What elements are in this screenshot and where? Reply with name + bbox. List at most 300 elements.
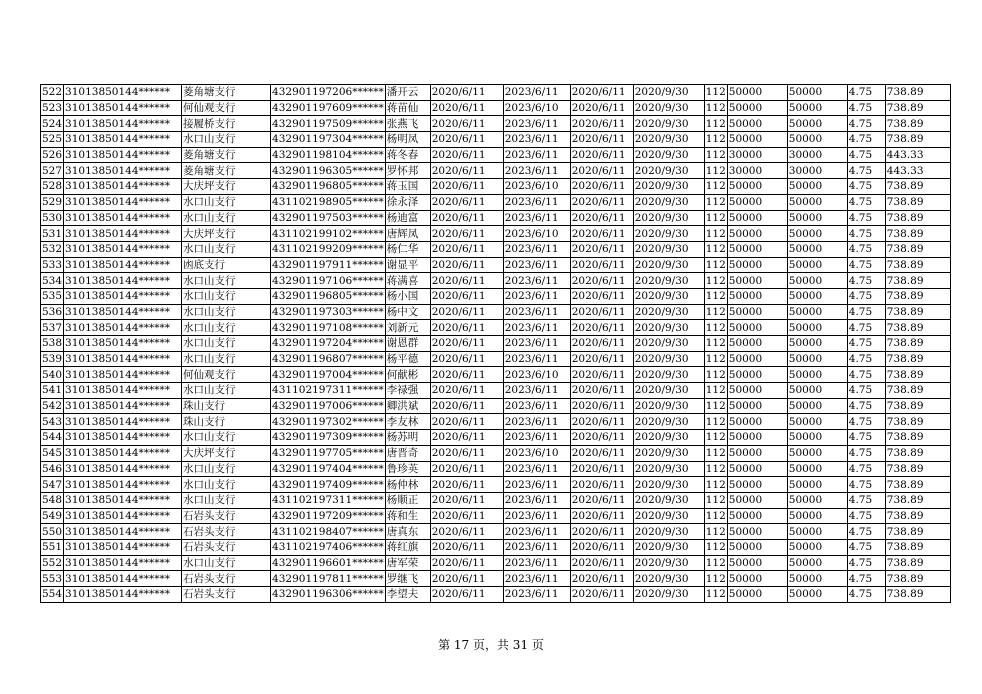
cell-loan-end-date: 2023/6/11: [503, 304, 570, 320]
cell-rate: 4.75: [847, 226, 885, 242]
cell-row-index: 552: [42, 556, 63, 569]
cell-interest: 738.89: [885, 179, 950, 195]
cell-interest-end-date: 2020/9/30: [633, 100, 704, 116]
cell-loan-start-date: 2020/6/11: [430, 257, 503, 273]
table-row: [41, 226, 951, 242]
cell-interest: 738.89: [885, 398, 950, 414]
cell-borrower-name: 杨苏明: [385, 430, 430, 446]
cell-rate: 4.75: [847, 430, 885, 446]
cell-loan-end-date: 2023/6/11: [503, 461, 570, 477]
cell-branch: 水口山支行: [182, 288, 271, 304]
cell-rate: 4.75: [847, 398, 885, 414]
cell-rate: 4.75: [847, 100, 885, 116]
cell-rate: 4.75: [847, 587, 885, 603]
cell-row-index: 531: [42, 227, 63, 240]
cell-balance: 50000: [787, 414, 847, 430]
cell-row-index: 543: [42, 415, 63, 428]
table-row: [41, 492, 951, 508]
table-row: [41, 524, 951, 540]
cell-balance: 30000: [787, 147, 847, 163]
cell-account-number: 31013850144******: [64, 147, 182, 163]
cell-rate: 4.75: [847, 492, 885, 508]
cell-row-index: 540: [42, 368, 63, 381]
cell-branch: 水口山支行: [182, 351, 271, 367]
cell-balance: 50000: [787, 555, 847, 571]
cell-borrower-name: 蒋冬春: [385, 147, 430, 163]
cell-interest-start-date: 2020/6/11: [570, 257, 633, 273]
cell-row-index: 522: [42, 86, 63, 99]
cell-row-index: 551: [42, 541, 63, 554]
cell-rate: 4.75: [847, 116, 885, 132]
cell-account-number: 31013850144******: [64, 555, 182, 571]
table-row: [41, 163, 951, 179]
cell-loan-end-date: 2023/6/10: [503, 367, 570, 383]
cell-loan-start-date: 2020/6/11: [430, 288, 503, 304]
cell-days: 112: [705, 525, 726, 538]
cell-loan-amount: 50000: [727, 492, 787, 508]
table-row: [41, 351, 951, 367]
cell-loan-amount: 50000: [727, 132, 787, 148]
cell-interest-end-date: 2020/9/30: [633, 116, 704, 132]
cell-row-index: 532: [42, 243, 63, 256]
cell-interest-start-date: 2020/6/11: [570, 414, 633, 430]
cell-borrower-name: 刘新元: [385, 320, 430, 336]
cell-interest: 738.89: [885, 351, 950, 367]
cell-interest-start-date: 2020/6/11: [570, 336, 633, 352]
cell-days: 112: [705, 258, 726, 271]
cell-id-number: 432901197206******: [272, 86, 384, 99]
cell-interest: 738.89: [885, 383, 950, 399]
cell-interest-end-date: 2020/9/30: [633, 367, 704, 383]
cell-borrower-name: 鲁珍英: [385, 461, 430, 477]
cell-interest-end-date: 2020/9/30: [633, 257, 704, 273]
cell-interest-start-date: 2020/6/11: [570, 100, 633, 116]
table-row: [41, 508, 951, 524]
cell-id-number: 432901196805******: [272, 180, 384, 193]
cell-days: 112: [705, 353, 726, 366]
cell-days: 112: [705, 274, 726, 287]
cell-interest: 738.89: [885, 477, 950, 493]
cell-interest: 738.89: [885, 539, 950, 555]
cell-loan-end-date: 2023/6/11: [503, 539, 570, 555]
cell-interest-start-date: 2020/6/11: [570, 587, 633, 603]
cell-id-number: 431102198407******: [272, 525, 384, 538]
cell-interest-start-date: 2020/6/11: [570, 304, 633, 320]
loan-table: [40, 84, 951, 603]
table-row: [41, 304, 951, 320]
cell-balance: 50000: [787, 226, 847, 242]
cell-account-number: 31013850144******: [64, 571, 182, 587]
cell-id-number: 432901197309******: [272, 431, 384, 444]
cell-borrower-name: 杨平德: [385, 351, 430, 367]
cell-account-number: 31013850144******: [64, 194, 182, 210]
cell-interest-start-date: 2020/6/11: [570, 508, 633, 524]
cell-days: 112: [705, 164, 726, 177]
cell-row-index: 527: [42, 164, 63, 177]
cell-id-number: 431102199209******: [272, 243, 384, 256]
cell-account-number: 31013850144******: [64, 241, 182, 257]
cell-interest-start-date: 2020/6/11: [570, 132, 633, 148]
cell-loan-amount: 50000: [727, 304, 787, 320]
cell-interest: 738.89: [885, 257, 950, 273]
cell-account-number: 31013850144******: [64, 132, 182, 148]
cell-days: 112: [705, 415, 726, 428]
cell-id-number: 432901197004******: [272, 368, 384, 381]
cell-account-number: 31013850144******: [64, 85, 182, 101]
cell-branch: 水口山支行: [182, 273, 271, 289]
cell-loan-end-date: 2023/6/11: [503, 414, 570, 430]
cell-branch: 菱角塘支行: [182, 147, 271, 163]
cell-loan-amount: 50000: [727, 257, 787, 273]
cell-id-number: 432901197609******: [272, 102, 384, 115]
cell-interest-end-date: 2020/9/30: [633, 147, 704, 163]
cell-loan-end-date: 2023/6/11: [503, 587, 570, 603]
cell-days: 112: [705, 494, 726, 507]
cell-id-number: 432901197106******: [272, 274, 384, 287]
cell-borrower-name: 谢恩群: [385, 336, 430, 352]
cell-branch: 水口山支行: [182, 461, 271, 477]
cell-borrower-name: 何献彬: [385, 367, 430, 383]
cell-interest: 738.89: [885, 320, 950, 336]
cell-interest-end-date: 2020/9/30: [633, 273, 704, 289]
cell-interest-end-date: 2020/9/30: [633, 430, 704, 446]
cell-interest-start-date: 2020/6/11: [570, 147, 633, 163]
cell-interest-end-date: 2020/9/30: [633, 351, 704, 367]
cell-interest: 738.89: [885, 445, 950, 461]
cell-loan-amount: 50000: [727, 320, 787, 336]
cell-row-index: 541: [42, 384, 63, 397]
cell-loan-start-date: 2020/6/11: [430, 587, 503, 603]
cell-account-number: 31013850144******: [64, 163, 182, 179]
cell-loan-end-date: 2023/6/11: [503, 555, 570, 571]
cell-interest: 738.89: [885, 461, 950, 477]
table-row: [41, 85, 951, 101]
cell-days: 112: [705, 384, 726, 397]
cell-borrower-name: 罗怀邦: [385, 163, 430, 179]
table-row: [41, 100, 951, 116]
cell-branch: 菱角塘支行: [182, 85, 271, 101]
cell-interest-start-date: 2020/6/11: [570, 461, 633, 477]
cell-row-index: 553: [42, 572, 63, 585]
cell-loan-start-date: 2020/6/11: [430, 163, 503, 179]
cell-loan-end-date: 2023/6/11: [503, 132, 570, 148]
cell-account-number: 31013850144******: [64, 351, 182, 367]
cell-days: 112: [705, 243, 726, 256]
cell-loan-start-date: 2020/6/11: [430, 179, 503, 195]
cell-interest-start-date: 2020/6/11: [570, 116, 633, 132]
cell-branch: 何仙观支行: [182, 100, 271, 116]
cell-rate: 4.75: [847, 85, 885, 101]
cell-id-number: 432901198104******: [272, 149, 384, 162]
cell-interest-start-date: 2020/6/11: [570, 539, 633, 555]
cell-loan-amount: 30000: [727, 163, 787, 179]
cell-balance: 50000: [787, 492, 847, 508]
cell-loan-end-date: 2023/6/11: [503, 383, 570, 399]
cell-rate: 4.75: [847, 367, 885, 383]
cell-days: 112: [705, 117, 726, 130]
table-row: [41, 398, 951, 414]
cell-borrower-name: 蒋满喜: [385, 273, 430, 289]
cell-interest-end-date: 2020/9/30: [633, 508, 704, 524]
cell-interest: 738.89: [885, 273, 950, 289]
cell-loan-end-date: 2023/6/11: [503, 336, 570, 352]
table-row: [41, 320, 951, 336]
cell-interest: 738.89: [885, 555, 950, 571]
cell-balance: 50000: [787, 257, 847, 273]
cell-loan-start-date: 2020/6/11: [430, 508, 503, 524]
cell-row-index: 542: [42, 400, 63, 413]
cell-interest-start-date: 2020/6/11: [570, 241, 633, 257]
cell-interest: 443.33: [885, 147, 950, 163]
cell-loan-start-date: 2020/6/11: [430, 571, 503, 587]
cell-interest-end-date: 2020/9/30: [633, 555, 704, 571]
cell-balance: 50000: [787, 351, 847, 367]
cell-row-index: 529: [42, 196, 63, 209]
cell-account-number: 31013850144******: [64, 320, 182, 336]
cell-id-number: 432901197204******: [272, 337, 384, 350]
table-body: [41, 85, 951, 603]
cell-balance: 50000: [787, 430, 847, 446]
cell-loan-amount: 50000: [727, 383, 787, 399]
cell-interest-start-date: 2020/6/11: [570, 179, 633, 195]
cell-branch: 水口山支行: [182, 555, 271, 571]
cell-account-number: 31013850144******: [64, 367, 182, 383]
cell-loan-amount: 50000: [727, 571, 787, 587]
cell-days: 112: [705, 290, 726, 303]
cell-interest-end-date: 2020/9/30: [633, 414, 704, 430]
cell-loan-end-date: 2023/6/11: [503, 524, 570, 540]
cell-loan-start-date: 2020/6/11: [430, 539, 503, 555]
cell-interest-end-date: 2020/9/30: [633, 226, 704, 242]
cell-loan-start-date: 2020/6/11: [430, 226, 503, 242]
cell-loan-end-date: 2023/6/11: [503, 492, 570, 508]
cell-borrower-name: 蒋苗仙: [385, 100, 430, 116]
cell-loan-amount: 50000: [727, 555, 787, 571]
cell-interest: 738.89: [885, 85, 950, 101]
cell-borrower-name: 杨小国: [385, 288, 430, 304]
cell-loan-end-date: 2023/6/11: [503, 351, 570, 367]
cell-interest: 738.89: [885, 492, 950, 508]
cell-balance: 50000: [787, 477, 847, 493]
cell-account-number: 31013850144******: [64, 398, 182, 414]
table-row: [41, 273, 951, 289]
cell-interest-end-date: 2020/9/30: [633, 445, 704, 461]
cell-row-index: 549: [42, 509, 63, 522]
cell-loan-amount: 50000: [727, 116, 787, 132]
cell-id-number: 432901197911******: [272, 258, 384, 271]
cell-balance: 30000: [787, 163, 847, 179]
cell-balance: 50000: [787, 383, 847, 399]
cell-interest-start-date: 2020/6/11: [570, 351, 633, 367]
cell-loan-end-date: 2023/6/11: [503, 430, 570, 446]
cell-rate: 4.75: [847, 336, 885, 352]
cell-balance: 50000: [787, 132, 847, 148]
cell-id-number: 432901196306******: [272, 588, 384, 601]
cell-interest: 738.89: [885, 288, 950, 304]
cell-id-number: 432901197302******: [272, 415, 384, 428]
cell-loan-end-date: 2023/6/10: [503, 179, 570, 195]
table-row: [41, 383, 951, 399]
cell-loan-amount: 50000: [727, 85, 787, 101]
cell-days: 112: [705, 556, 726, 569]
cell-interest-end-date: 2020/9/30: [633, 210, 704, 226]
cell-account-number: 31013850144******: [64, 477, 182, 493]
cell-id-number: 431102198905******: [272, 196, 384, 209]
cell-interest-start-date: 2020/6/11: [570, 226, 633, 242]
cell-borrower-name: 谢显平: [385, 257, 430, 273]
cell-loan-amount: 50000: [727, 288, 787, 304]
cell-borrower-name: 杨仁华: [385, 241, 430, 257]
cell-rate: 4.75: [847, 179, 885, 195]
cell-balance: 50000: [787, 179, 847, 195]
cell-interest-end-date: 2020/9/30: [633, 571, 704, 587]
cell-branch: 珠山支行: [182, 414, 271, 430]
cell-borrower-name: 徐永泽: [385, 194, 430, 210]
cell-loan-end-date: 2023/6/11: [503, 257, 570, 273]
cell-days: 112: [705, 337, 726, 350]
cell-row-index: 550: [42, 525, 63, 538]
cell-interest-start-date: 2020/6/11: [570, 555, 633, 571]
cell-borrower-name: 李禄强: [385, 383, 430, 399]
cell-balance: 50000: [787, 116, 847, 132]
cell-interest: 738.89: [885, 194, 950, 210]
cell-account-number: 31013850144******: [64, 304, 182, 320]
cell-rate: 4.75: [847, 383, 885, 399]
cell-rate: 4.75: [847, 320, 885, 336]
cell-interest: 738.89: [885, 367, 950, 383]
cell-rate: 4.75: [847, 524, 885, 540]
table-row: [41, 132, 951, 148]
cell-account-number: 31013850144******: [64, 414, 182, 430]
cell-days: 112: [705, 368, 726, 381]
cell-interest-start-date: 2020/6/11: [570, 571, 633, 587]
cell-interest-end-date: 2020/9/30: [633, 398, 704, 414]
cell-account-number: 31013850144******: [64, 116, 182, 132]
table-row: [41, 336, 951, 352]
cell-branch: 水口山支行: [182, 210, 271, 226]
cell-interest-end-date: 2020/9/30: [633, 241, 704, 257]
table-row: [41, 555, 951, 571]
cell-interest-end-date: 2020/9/30: [633, 163, 704, 179]
cell-loan-end-date: 2023/6/11: [503, 273, 570, 289]
cell-loan-start-date: 2020/6/11: [430, 445, 503, 461]
cell-borrower-name: 杨迪富: [385, 210, 430, 226]
cell-loan-amount: 50000: [727, 508, 787, 524]
cell-days: 112: [705, 400, 726, 413]
cell-borrower-name: 杨中文: [385, 304, 430, 320]
cell-interest: 738.89: [885, 571, 950, 587]
cell-branch: 石岩头支行: [182, 539, 271, 555]
cell-loan-start-date: 2020/6/11: [430, 492, 503, 508]
cell-loan-amount: 50000: [727, 430, 787, 446]
cell-interest-start-date: 2020/6/11: [570, 524, 633, 540]
cell-interest: 738.89: [885, 210, 950, 226]
cell-interest-start-date: 2020/6/11: [570, 492, 633, 508]
cell-branch: 水口山支行: [182, 241, 271, 257]
cell-branch: 水口山支行: [182, 477, 271, 493]
cell-loan-amount: 50000: [727, 367, 787, 383]
cell-id-number: 432901197303******: [272, 305, 384, 318]
cell-branch: 大庆坪支行: [182, 445, 271, 461]
table-row: [41, 461, 951, 477]
cell-balance: 50000: [787, 85, 847, 101]
cell-interest: 738.89: [885, 524, 950, 540]
cell-interest-start-date: 2020/6/11: [570, 367, 633, 383]
cell-borrower-name: 蒋红旗: [385, 539, 430, 555]
cell-interest-end-date: 2020/9/30: [633, 524, 704, 540]
cell-row-index: 533: [42, 258, 63, 271]
cell-rate: 4.75: [847, 555, 885, 571]
cell-balance: 50000: [787, 336, 847, 352]
cell-borrower-name: 罗继飞: [385, 571, 430, 587]
cell-rate: 4.75: [847, 304, 885, 320]
cell-account-number: 31013850144******: [64, 257, 182, 273]
cell-branch: 水口山支行: [182, 492, 271, 508]
cell-interest: 738.89: [885, 430, 950, 446]
cell-interest-end-date: 2020/9/30: [633, 336, 704, 352]
cell-loan-end-date: 2023/6/11: [503, 241, 570, 257]
cell-balance: 50000: [787, 461, 847, 477]
cell-loan-amount: 30000: [727, 147, 787, 163]
cell-loan-amount: 50000: [727, 445, 787, 461]
cell-days: 112: [705, 509, 726, 522]
cell-interest-start-date: 2020/6/11: [570, 477, 633, 493]
cell-rate: 4.75: [847, 241, 885, 257]
table-row: [41, 445, 951, 461]
cell-loan-start-date: 2020/6/11: [430, 132, 503, 148]
table-row: [41, 257, 951, 273]
cell-id-number: 431102197406******: [272, 541, 384, 554]
cell-rate: 4.75: [847, 477, 885, 493]
cell-loan-amount: 50000: [727, 539, 787, 555]
cell-loan-end-date: 2023/6/11: [503, 288, 570, 304]
cell-branch: 水口山支行: [182, 132, 271, 148]
cell-rate: 4.75: [847, 147, 885, 163]
cell-rate: 4.75: [847, 132, 885, 148]
cell-borrower-name: 李望夫: [385, 587, 430, 603]
cell-branch: 珠山支行: [182, 398, 271, 414]
cell-loan-end-date: 2023/6/11: [503, 163, 570, 179]
table-row: [41, 430, 951, 446]
cell-balance: 50000: [787, 398, 847, 414]
table-row: [41, 539, 951, 555]
cell-loan-end-date: 2023/6/11: [503, 85, 570, 101]
cell-rate: 4.75: [847, 163, 885, 179]
cell-interest-end-date: 2020/9/30: [633, 85, 704, 101]
cell-id-number: 432901197705******: [272, 447, 384, 460]
cell-loan-amount: 50000: [727, 194, 787, 210]
cell-balance: 50000: [787, 320, 847, 336]
cell-branch: 大庆坪支行: [182, 226, 271, 242]
cell-branch: 水口山支行: [182, 430, 271, 446]
cell-days: 112: [705, 431, 726, 444]
cell-account-number: 31013850144******: [64, 273, 182, 289]
cell-account-number: 31013850144******: [64, 587, 182, 603]
cell-rate: 4.75: [847, 445, 885, 461]
cell-loan-end-date: 2023/6/11: [503, 210, 570, 226]
cell-loan-start-date: 2020/6/11: [430, 398, 503, 414]
cell-id-number: 432901197503******: [272, 211, 384, 224]
cell-loan-end-date: 2023/6/11: [503, 508, 570, 524]
cell-account-number: 31013850144******: [64, 383, 182, 399]
cell-balance: 50000: [787, 304, 847, 320]
cell-loan-amount: 50000: [727, 414, 787, 430]
cell-id-number: 432901196601******: [272, 556, 384, 569]
cell-interest-start-date: 2020/6/11: [570, 194, 633, 210]
cell-borrower-name: 杨明凤: [385, 132, 430, 148]
cell-row-index: 528: [42, 180, 63, 193]
cell-loan-start-date: 2020/6/11: [430, 241, 503, 257]
